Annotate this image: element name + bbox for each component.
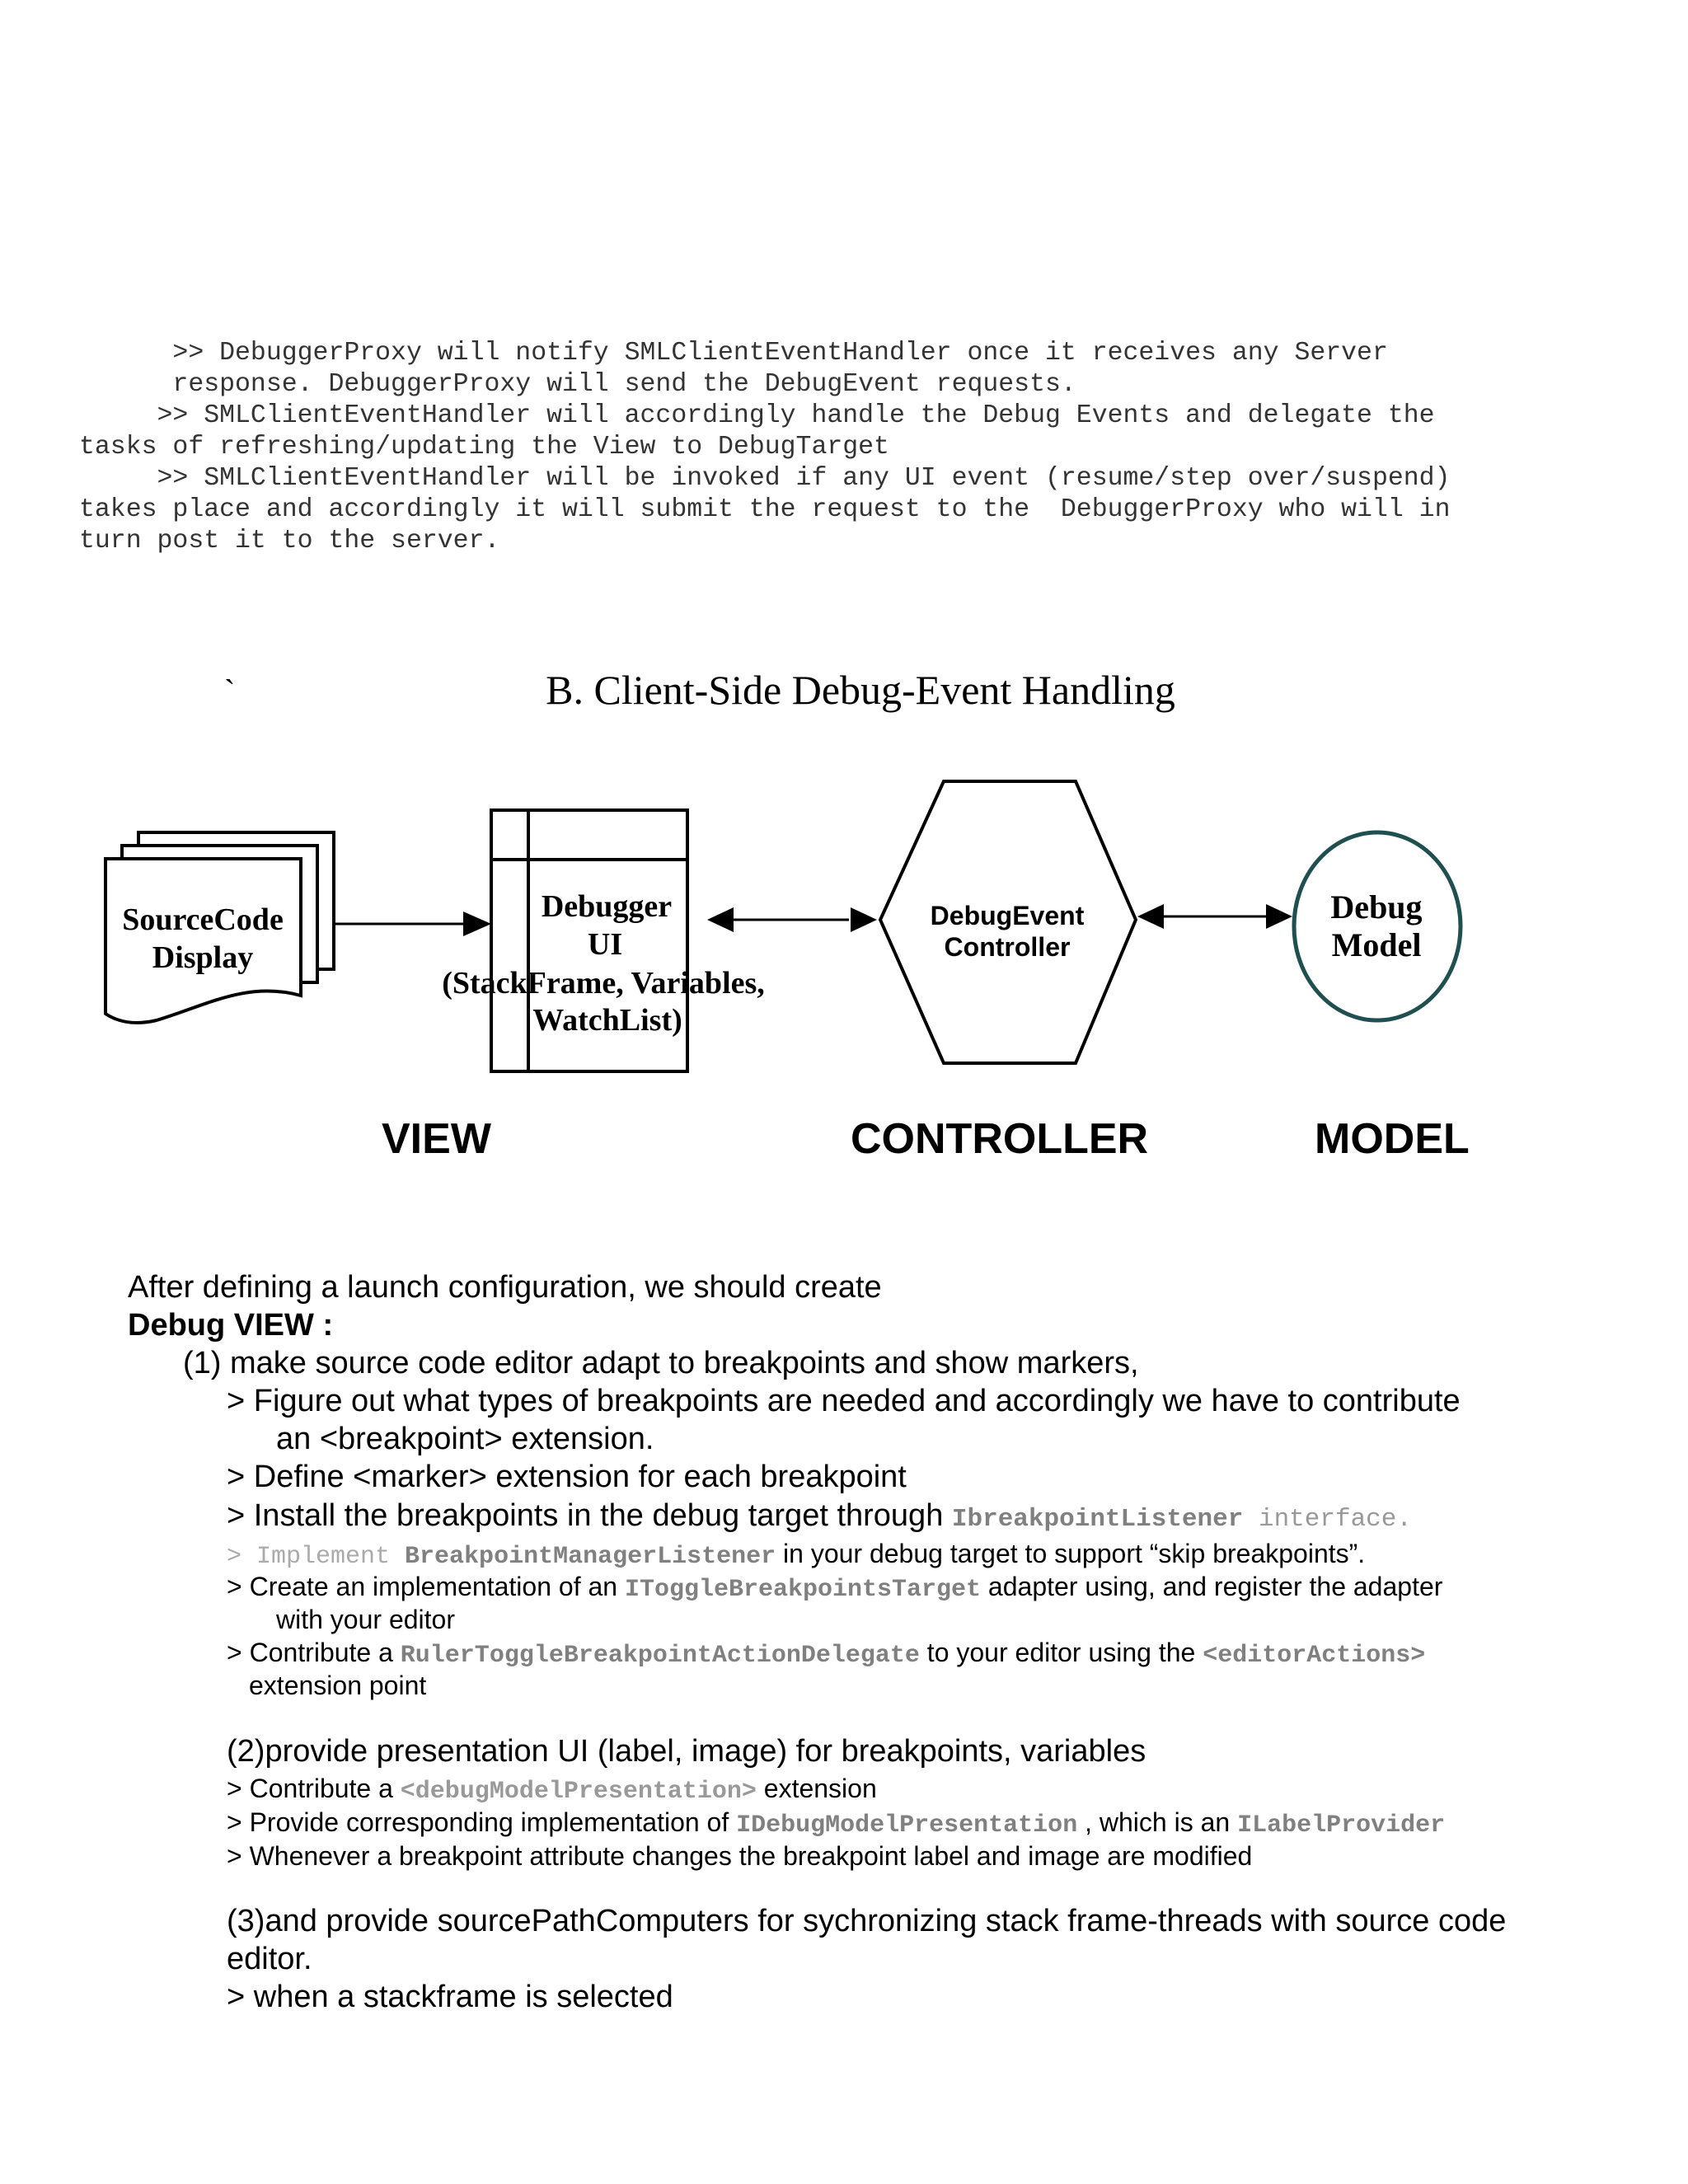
- s1-item-a-line1: > Figure out what types of breakpoints are needed and accordingly we have to contribute: [227, 1384, 1461, 1418]
- s1-item-c: [227, 1498, 1412, 1534]
- debug-view-heading: Debug VIEW :: [128, 1308, 334, 1343]
- s2-item-b-text: > Provide corresponding implementation of: [227, 1807, 737, 1837]
- section-3-line3: > when a stackframe is selected: [227, 1980, 673, 2014]
- s2-item-b: [227, 1807, 1445, 1840]
- arrowhead-left-controller: [1137, 904, 1164, 929]
- arrowhead-ui: [463, 912, 491, 936]
- s2-item-b-code2: ILabelProvider: [1237, 1811, 1446, 1840]
- arrowhead-right-controller: [851, 907, 877, 932]
- debugger-ui-label-4: WatchList): [532, 1003, 682, 1038]
- intro-paragraph: [79, 338, 1450, 557]
- s2-item-b-code: IDebugModelPresentation: [736, 1811, 1078, 1840]
- section-title: B. Client-Side Debug-Event Handling: [546, 667, 1175, 713]
- s1-item-d: [227, 1539, 1365, 1571]
- s2-item-b-mid: , which is an: [1077, 1807, 1238, 1837]
- controller-label-1: DebugEvent: [930, 901, 1085, 930]
- s1-item-e-line2: with your editor: [276, 1605, 455, 1634]
- controller-label-2: Controller: [944, 932, 1071, 962]
- s1-item-f-line2: extension point: [249, 1671, 427, 1700]
- s1-item-b: > Define <marker> extension for each breakpoint: [227, 1460, 907, 1494]
- s1-item-f-code2: <editorActions>: [1203, 1642, 1426, 1670]
- intro-line: response. DebuggerProxy will send the DebugEvent requests.: [79, 370, 1076, 399]
- s2-item-a-tail: extension: [756, 1774, 877, 1803]
- source-code-label-2: Display: [152, 940, 254, 975]
- s2-item-a-code: <debugModelPresentation>: [400, 1778, 757, 1806]
- s1-item-c-code: IbreakpointListener: [951, 1505, 1244, 1534]
- s1-item-d-text: in your debug target to support “skip breakpoints”.: [776, 1539, 1366, 1568]
- intro-line: tasks of refreshing/updating the View to DebugTarget: [79, 433, 889, 462]
- s1-item-f: [227, 1638, 1425, 1670]
- s1-item-d-pre: > Implement: [227, 1543, 406, 1571]
- intro-line: takes place and accordingly it will submit the request to the DebuggerProxy who will in: [79, 495, 1451, 524]
- mvc-diagram: [0, 758, 1688, 1104]
- debugger-ui-label-1: Debugger: [541, 889, 673, 924]
- view-label: VIEW: [382, 1115, 491, 1163]
- s1-item-a-line2: an <breakpoint> extension.: [276, 1422, 654, 1456]
- stray-backtick: `: [224, 673, 236, 710]
- arrowhead-right-model: [1266, 904, 1292, 929]
- model-label: MODEL: [1315, 1115, 1470, 1163]
- s1-item-c-text: > Install the breakpoints in the debug target through: [227, 1498, 952, 1533]
- s1-item-c-tail: interface.: [1243, 1505, 1412, 1534]
- s1-item-e: [227, 1572, 1442, 1604]
- debugger-ui-label-2: UI: [587, 927, 623, 962]
- model-label-1: Debug: [1330, 888, 1423, 926]
- section-2-heading: (2)provide presentation UI (label, image) for breakpoints, variables: [227, 1734, 1146, 1769]
- intro-line: >> SMLClientEventHandler will accordingly handle the Debug Events and delegate the: [79, 401, 1435, 430]
- model-label-2: Model: [1331, 926, 1422, 963]
- s1-item-f-text: > Contribute a: [227, 1638, 401, 1667]
- debugger-ui-label-3: (StackFrame, Variables,: [442, 966, 765, 1001]
- s1-item-f-mid: to your editor using the: [919, 1638, 1203, 1667]
- controller-label: CONTROLLER: [851, 1115, 1149, 1163]
- arrowhead-left-ui: [707, 907, 734, 932]
- s1-item-d-code: BreakpointManagerListener: [405, 1543, 776, 1571]
- section-1-heading: (1) make source code editor adapt to breakpoints and show markers,: [183, 1346, 1139, 1380]
- intro-line: >> SMLClientEventHandler will be invoked if any UI event (resume/step over/suspend): [79, 464, 1451, 493]
- s2-item-a: [227, 1774, 877, 1806]
- s2-item-a-text: > Contribute a: [227, 1774, 401, 1803]
- s1-item-e-tail: adapter using, and register the adapter: [981, 1572, 1443, 1601]
- intro-line: >> DebuggerProxy will notify SMLClientEventHandler once it receives any Server: [79, 339, 1388, 368]
- s1-item-e-code: IToggleBreakpointsTarget: [624, 1576, 982, 1604]
- body-intro: After defining a launch configuration, we should create: [128, 1270, 882, 1305]
- section-3-line2: editor.: [227, 1942, 312, 1976]
- s1-item-f-code: RulerToggleBreakpointActionDelegate: [400, 1642, 920, 1670]
- s1-item-e-text: > Create an implementation of an: [227, 1572, 625, 1601]
- section-3-line1: (3)and provide sourcePathComputers for sychronizing stack frame-threads with source code: [227, 1904, 1507, 1938]
- s2-item-c: > Whenever a breakpoint attribute changes the breakpoint label and image are modified: [227, 1841, 1253, 1871]
- intro-line: turn post it to the server.: [79, 527, 500, 555]
- source-code-label-1: SourceCode: [122, 902, 284, 937]
